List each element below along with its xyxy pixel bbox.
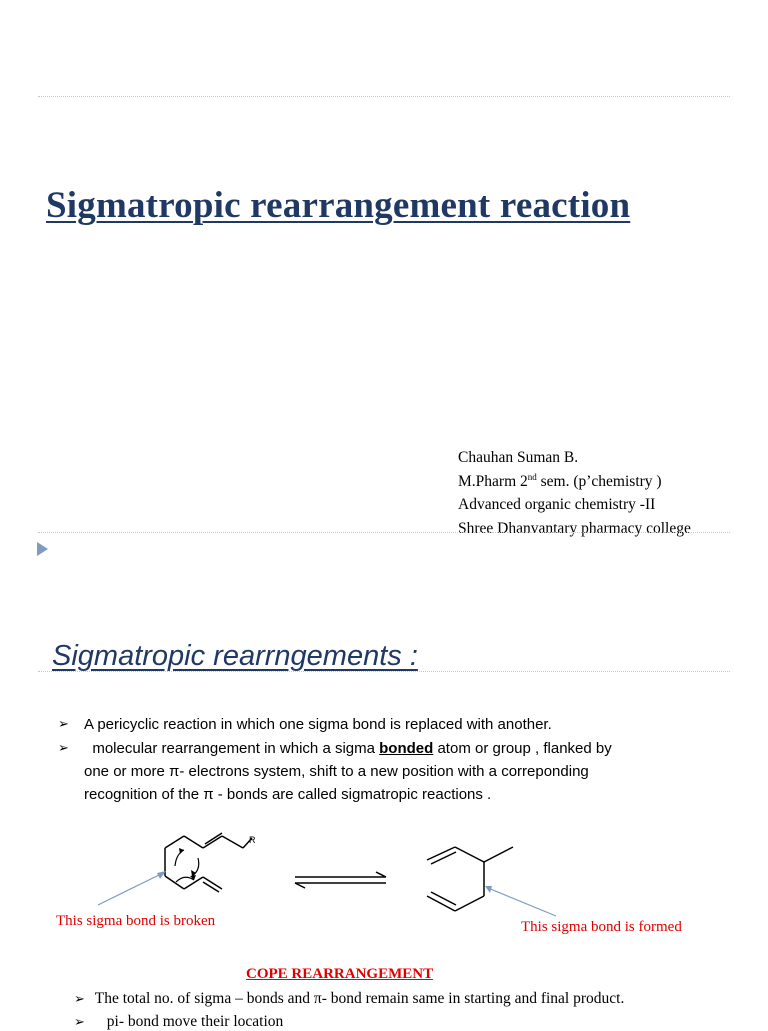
play-arrow-icon[interactable] — [37, 542, 48, 556]
electron-arrow-icons — [175, 850, 199, 882]
author-subject: Advanced organic chemistry -II — [458, 496, 656, 513]
cope-heading: COPE REARRANGEMENT — [246, 966, 434, 982]
r-label: R — [249, 835, 256, 845]
bullet-arrow-icon: ➢ — [74, 1015, 85, 1030]
equilibrium-arrow-icon — [295, 872, 386, 888]
bullet-arrow-icon: ➢ — [58, 741, 69, 756]
bullet-arrow-icon: ➢ — [74, 992, 85, 1007]
author-name: Chauhan Suman B. — [458, 449, 579, 466]
product-structure — [427, 847, 513, 911]
slide2-divider — [38, 671, 730, 672]
slide1-bottom-divider — [38, 532, 730, 533]
author-block — [458, 446, 691, 540]
cope-bullet-1: ➢ The total no. of sigma – bonds and π- bond remain same in starting and final product. — [74, 990, 625, 1007]
broken-bond-pointer — [98, 873, 163, 905]
slide-title: Sigmatropic rearrangement reaction — [46, 185, 631, 226]
formed-bond-caption: This sigma bond is formed — [521, 919, 682, 935]
broken-bond-caption: This sigma bond is broken — [56, 913, 216, 929]
section-heading: Sigmatropic rearrngements : — [52, 640, 418, 672]
reactant-structure — [165, 833, 252, 892]
slide1-top-divider — [38, 96, 730, 97]
bullet-arrow-icon: ➢ — [58, 717, 69, 732]
cope-bullet-2: ➢ pi- bond move their location — [74, 1013, 284, 1030]
formed-bond-pointer — [488, 888, 556, 916]
author-course: M.Pharm 2nd sem. (p’chemistry ) — [458, 471, 662, 490]
author-college: Shree Dhanvantary pharmacy college — [458, 519, 691, 537]
